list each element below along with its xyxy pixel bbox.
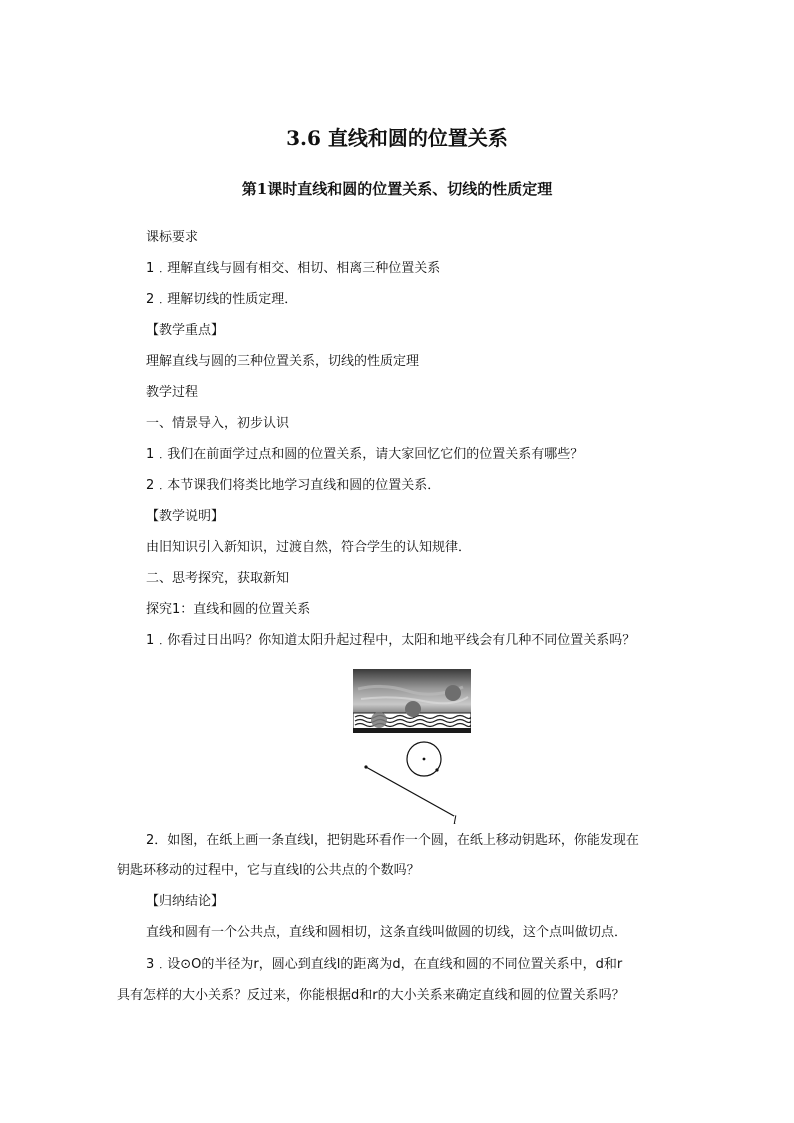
sun-horizon [405, 701, 421, 717]
line-l-label: l [453, 812, 457, 826]
teaching-focus-heading: 【教学重点】 [146, 323, 225, 338]
requirement-item: 1﹒理解直线与圆有相交、相切、相离三种位置关系 [146, 261, 441, 276]
paragraph: 1﹒我们在前面学过点和圆的位置关系，请大家回忆它们的位置关系有哪些？ [146, 447, 584, 462]
teaching-focus-text: 理解直线与圆的三种位置关系，切线的性质定理 [146, 354, 420, 369]
curriculum-requirements-heading: 课标要求 [146, 230, 199, 245]
lesson-subtitle: 第1课时直线和圆的位置关系、切线的性质定理 [241, 180, 553, 198]
teaching-note-heading: 【教学说明】 [146, 509, 225, 524]
paragraph: 具有怎样的大小关系？反过来，你能根据d和r的大小关系来确定直线和圆的位置关系吗？ [117, 988, 625, 1003]
paragraph: 2﹒本节课我们将类比地学习直线和圆的位置关系． [146, 478, 441, 493]
paragraph: 1﹒你看过日出吗？你知道太阳升起过程中，太阳和地平线会有几种不同位置关系吗？ [146, 633, 636, 648]
paragraph: 由旧知识引入新知识，过渡自然，符合学生的认知规律． [146, 540, 472, 555]
paragraph: 3﹒设⊙O的半径为r，圆心到直线l的距离为d，在直线和圆的不同位置关系中，d和r [146, 957, 623, 972]
sunrise-figure [353, 669, 471, 733]
keyring-line-figure [358, 738, 468, 826]
section-heading: 二、思考探究，获取新知 [146, 571, 290, 586]
requirement-item: 2﹒理解切线的性质定理． [146, 292, 298, 307]
conclusion-heading: 【归纳结论】 [146, 894, 225, 909]
conclusion-text: 直线和圆有一个公共点，直线和圆相切，这条直线叫做圆的切线，这个点叫做切点． [146, 925, 628, 940]
line-l [366, 767, 454, 816]
exploration-heading: 探究1：直线和圆的位置关系 [146, 602, 311, 617]
page-title: 3.6 直线和圆的位置关系 [286, 126, 508, 150]
paragraph: 钥匙环移动的过程中，它与直线l的公共点的个数吗？ [117, 863, 420, 878]
paragraph: 2．如图，在纸上画一条直线l，把钥匙环看作一个圆，在纸上移动钥匙环，你能发现在 [146, 833, 639, 848]
teaching-process-heading: 教学过程 [146, 385, 199, 400]
sun-rising [371, 712, 387, 728]
sun-high [445, 685, 461, 701]
section-heading: 一、情景导入，初步认识 [146, 416, 290, 431]
